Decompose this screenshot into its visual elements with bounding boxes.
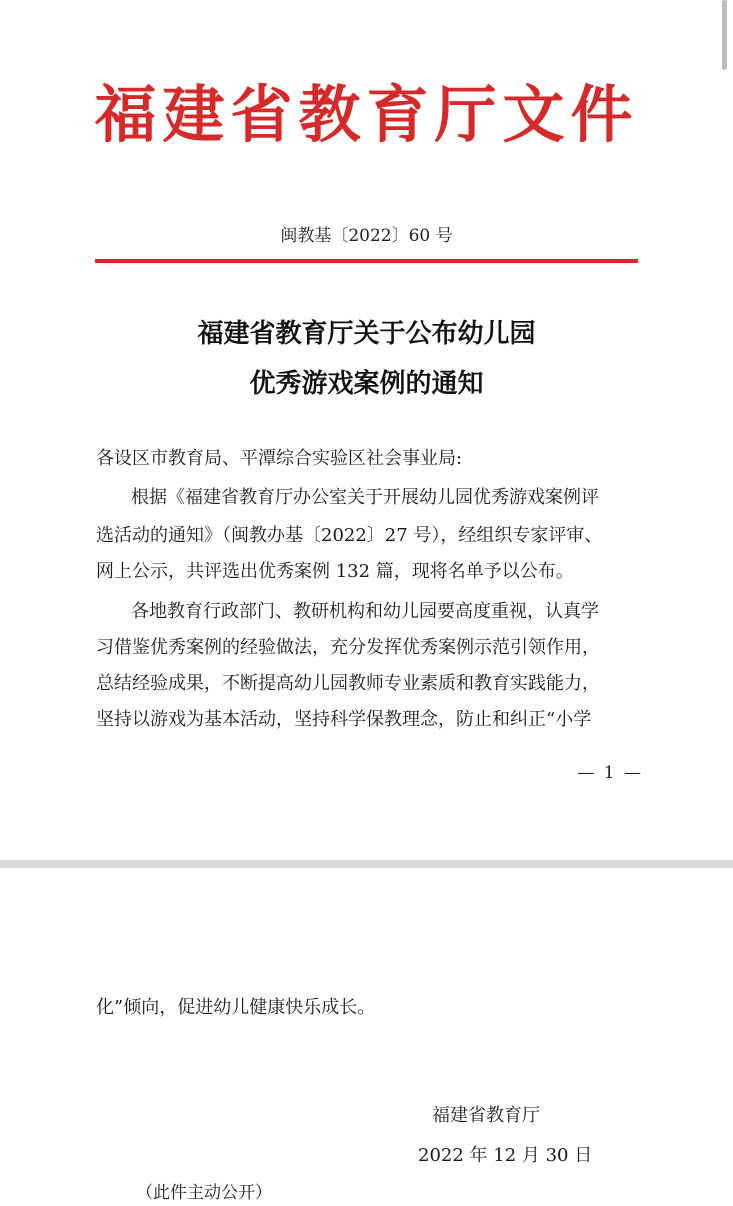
paragraph-2-line: 总结经验成果，不断提高幼儿园教师专业素质和教育实践能力， <box>96 673 600 694</box>
document-title-line-1: 福建省教育厅关于公布幼儿园 <box>197 319 536 349</box>
paragraph-2-line: 坚持以游戏为基本活动，坚持科学保教理念，防止和纠正“小学 <box>96 709 592 730</box>
document-page-2 <box>0 868 733 1206</box>
paragraph-1-line: 根据《福建省教育厅办公室关于开展幼儿园优秀游戏案例评 <box>131 487 599 508</box>
page-number: — 1 — <box>577 763 643 783</box>
closing-line: 化”倾向，促进幼儿健康快乐成长。 <box>96 997 376 1018</box>
red-divider-line <box>95 259 638 263</box>
public-disclosure-note: （此件主动公开） <box>136 1183 272 1203</box>
document-number: 闽教基〔2022〕60 号 <box>280 226 453 246</box>
salutation: 各设区市教育局、平潭综合实验区社会事业局: <box>96 448 463 469</box>
issuer-title: 福建省教育厅文件 <box>94 78 639 151</box>
document-title-line-2: 优秀游戏案例的通知 <box>249 369 484 399</box>
issue-date: 2022 年 12 月 30 日 <box>418 1145 593 1166</box>
signature-issuer: 福建省教育厅 <box>432 1105 540 1126</box>
scrollbar-thumb[interactable] <box>722 0 727 70</box>
page-separator <box>0 860 733 868</box>
paragraph-1-line: 选活动的通知》（闽教办基〔2022〕27 号），经组织专家评审、 <box>96 525 603 546</box>
paragraph-2-line: 各地教育行政部门、教研机构和幼儿园要高度重视，认真学 <box>131 601 599 622</box>
paragraph-1-line: 网上公示，共评选出优秀案例 132 篇，现将名单予以公布。 <box>96 561 574 582</box>
paragraph-2-line: 习借鉴优秀案例的经验做法，充分发挥优秀案例示范引领作用， <box>96 637 600 658</box>
